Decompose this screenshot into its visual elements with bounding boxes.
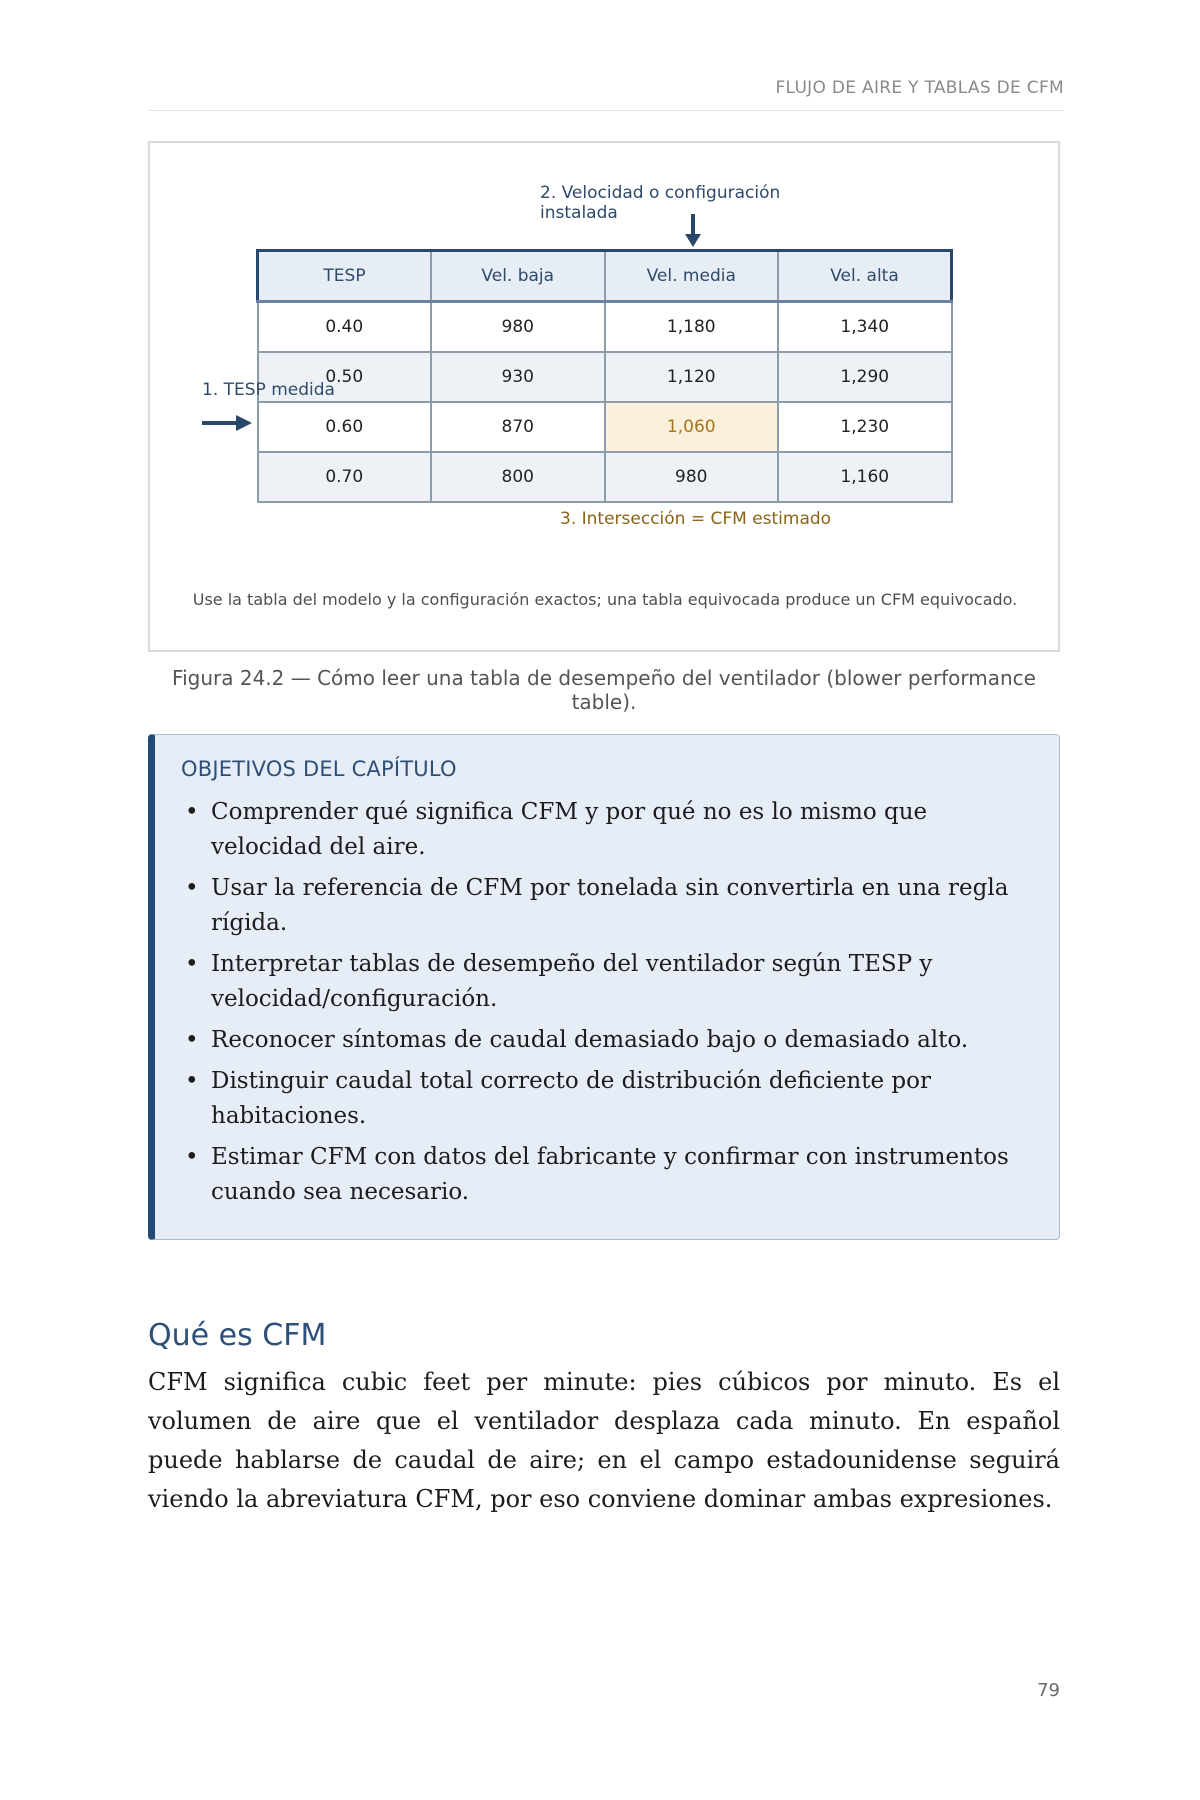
column-header: Vel. media (605, 251, 779, 302)
table-cell: 0.40 (258, 302, 432, 353)
table-cell: 0.60 (258, 402, 432, 452)
table-row (258, 452, 952, 502)
bullet-icon: • (185, 1144, 199, 1170)
objective-text: Estimar CFM con datos del fabricante y confirmar con instrumentos cuando sea necesario. (211, 1144, 1009, 1205)
table-cell: 870 (431, 402, 605, 452)
list-item (181, 947, 1041, 1017)
arrow-right-icon (202, 414, 254, 432)
objective-text: Comprender qué significa CFM y por qué no es lo mismo que velocidad del aire. (211, 799, 928, 860)
table-cell: 930 (431, 352, 605, 402)
table-row (258, 302, 952, 353)
callout-intersection: 3. Intersección = CFM estimado (560, 509, 832, 529)
objective-text: Interpretar tablas de desempeño del ventilador según TESP y velocidad/configuración. (211, 951, 933, 1012)
column-header: TESP (258, 251, 432, 302)
list-item (181, 1140, 1041, 1210)
objective-text: Usar la referencia de CFM por tonelada sin convertirla en una regla rígida. (211, 875, 1009, 936)
table-cell: 1,120 (605, 352, 779, 402)
table-row (258, 402, 952, 452)
figure-caption: Figura 24.2 — Cómo leer una tabla de desempeño del ventilador (blower performance table). (172, 666, 1036, 714)
figure-note: Use la tabla del modelo y la configuración exactos; una tabla equivocada produce un CFM equivocado. (192, 590, 1018, 609)
bullet-icon: • (185, 875, 199, 901)
bullet-icon: • (185, 1068, 199, 1094)
table-cell: 980 (431, 302, 605, 353)
table-cell: 0.50 (258, 352, 432, 402)
section-heading: Qué es CFM (148, 1317, 327, 1353)
list-item (181, 871, 1041, 941)
objectives-title: OBJETIVOS DEL CAPÍTULO (181, 757, 457, 781)
table-cell: 0.70 (258, 452, 432, 502)
table-cell: 1,230 (778, 402, 952, 452)
bullet-icon: • (185, 951, 199, 977)
table-header-row (258, 251, 952, 302)
highlighted-cell: 1,060 (605, 402, 779, 452)
header-divider (148, 110, 1064, 111)
page-number: 79 (1037, 1680, 1060, 1701)
bullet-icon: • (185, 799, 199, 825)
arrow-down-icon (684, 214, 702, 248)
table-cell: 800 (431, 452, 605, 502)
callout-tesp: 1. TESP medida (202, 380, 335, 400)
column-header: Vel. alta (778, 251, 952, 302)
objective-text: Distinguir caudal total correcto de distribución deficiente por habitaciones. (211, 1068, 931, 1129)
list-item (181, 1023, 1041, 1058)
chapter-objectives-box (148, 734, 1060, 1240)
column-header: Vel. baja (431, 251, 605, 302)
list-item (181, 1064, 1041, 1134)
table-cell: 980 (605, 452, 779, 502)
table-cell: 1,160 (778, 452, 952, 502)
objective-text: Reconocer síntomas de caudal demasiado bajo o demasiado alto. (211, 1027, 969, 1053)
table-cell: 1,290 (778, 352, 952, 402)
running-header: FLUJO DE AIRE Y TABLAS DE CFM (775, 78, 1064, 98)
objectives-list (181, 795, 1041, 1216)
table-cell: 1,340 (778, 302, 952, 353)
table-row (258, 352, 952, 402)
blower-performance-table (256, 249, 953, 503)
bullet-icon: • (185, 1027, 199, 1053)
table-cell: 1,180 (605, 302, 779, 353)
callout-velocity: 2. Velocidad o configuración instalada (540, 183, 781, 223)
body-paragraph: CFM significa cubic feet per minute: pies cúbicos por minuto. Es el volumen de aire que el ventilador desplaza cada minuto. En español puede hablarse de caudal de aire; en el campo estadounidense seguirá viendo la abreviatura CFM, por eso conviene dominar ambas expresiones. (148, 1368, 1060, 1513)
list-item (181, 795, 1041, 865)
